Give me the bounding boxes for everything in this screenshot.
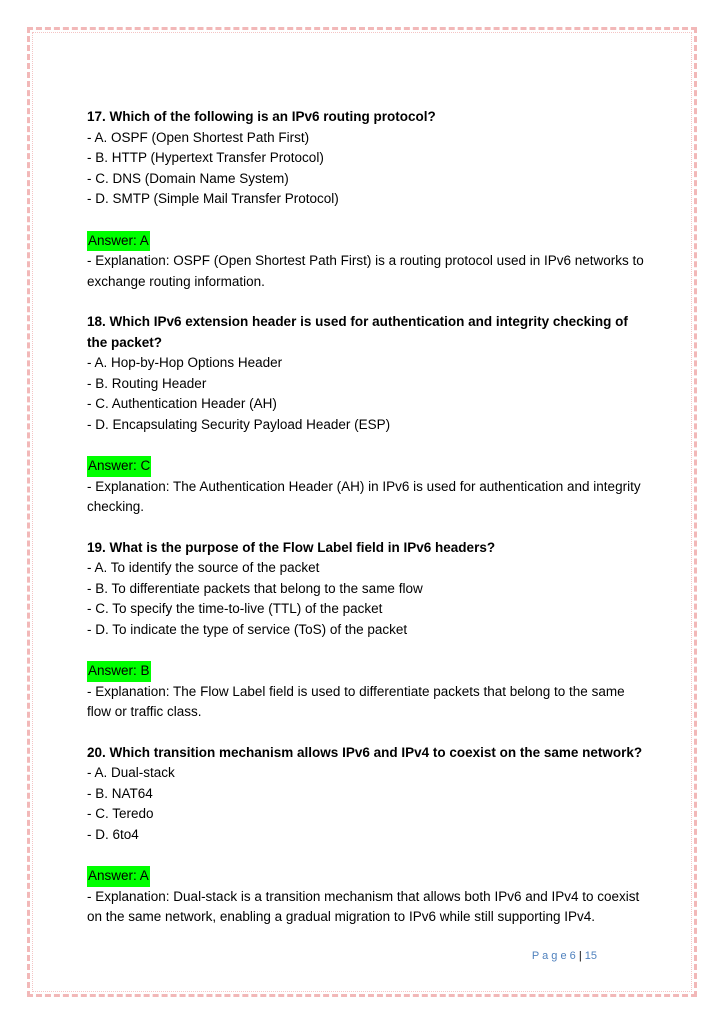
explanation: - Explanation: OSPF (Open Shortest Path First) is a routing protocol used in IPv6 networks to exchange routing information. xyxy=(87,253,644,289)
question-block xyxy=(87,312,647,518)
option-b: - B. Routing Header xyxy=(87,375,207,391)
page-footer xyxy=(0,950,724,962)
answer-label: Answer: A xyxy=(87,231,150,252)
option-c: - C. Teredo xyxy=(87,806,154,821)
option-a: - A. To identify the source of the packet xyxy=(87,560,320,575)
page-total: 15 xyxy=(584,950,597,962)
option-b: - B. HTTP (Hypertext Transfer Protocol) xyxy=(87,150,324,165)
question-title: 20. Which transition mechanism allows IPv6 and IPv4 to coexist on the same network? xyxy=(87,744,643,760)
option-a: - A. OSPF (Open Shortest Path First) xyxy=(87,129,310,145)
explanation: - Explanation: The Flow Label field is used to differentiate packets that belong to the same flow or traffic class. xyxy=(87,683,625,719)
question-title: 18. Which IPv6 extension header is used for authentication and integrity checking of the packet? xyxy=(87,314,628,350)
option-c: - C. To specify the time-to-live (TTL) of the packet xyxy=(87,601,383,616)
question-title: 17. Which of the following is an IPv6 routing protocol? xyxy=(87,109,436,124)
option-d: - D. 6to4 xyxy=(87,826,139,842)
question-block xyxy=(87,107,647,292)
page-label: P a g e xyxy=(531,950,567,962)
question-block xyxy=(87,743,647,928)
page-separator: | xyxy=(578,950,582,962)
explanation: - Explanation: The Authentication Header (AH) in IPv6 is used for authentication and integrity checking. xyxy=(87,478,641,514)
option-d: - D. SMTP (Simple Mail Transfer Protocol) xyxy=(87,191,339,206)
quiz-content xyxy=(87,107,647,928)
option-c: - C. Authentication Header (AH) xyxy=(87,396,277,411)
question-title: 19. What is the purpose of the Flow Label field in IPv6 headers? xyxy=(87,539,496,555)
option-d: - D. Encapsulating Security Payload Header (ESP) xyxy=(87,416,391,432)
option-c: - C. DNS (Domain Name System) xyxy=(87,170,289,186)
answer-label: Answer: C xyxy=(87,456,151,477)
answer-label: Answer: A xyxy=(87,866,150,887)
option-a: - A. Dual-stack xyxy=(87,765,175,780)
page-number: 6 xyxy=(569,950,576,962)
option-b: - B. NAT64 xyxy=(87,785,153,801)
explanation: - Explanation: Dual-stack is a transition mechanism that allows both IPv6 and IPv4 to coexist on the same network, enabling a gradual migration to IPv6 while still supporting IPv4. xyxy=(87,888,640,924)
option-b: - B. To differentiate packets that belong to the same flow xyxy=(87,580,423,596)
option-a: - A. Hop-by-Hop Options Header xyxy=(87,355,283,370)
question-block xyxy=(87,538,647,723)
option-d: - D. To indicate the type of service (ToS) of the packet xyxy=(87,621,408,637)
answer-label: Answer: B xyxy=(87,661,151,682)
